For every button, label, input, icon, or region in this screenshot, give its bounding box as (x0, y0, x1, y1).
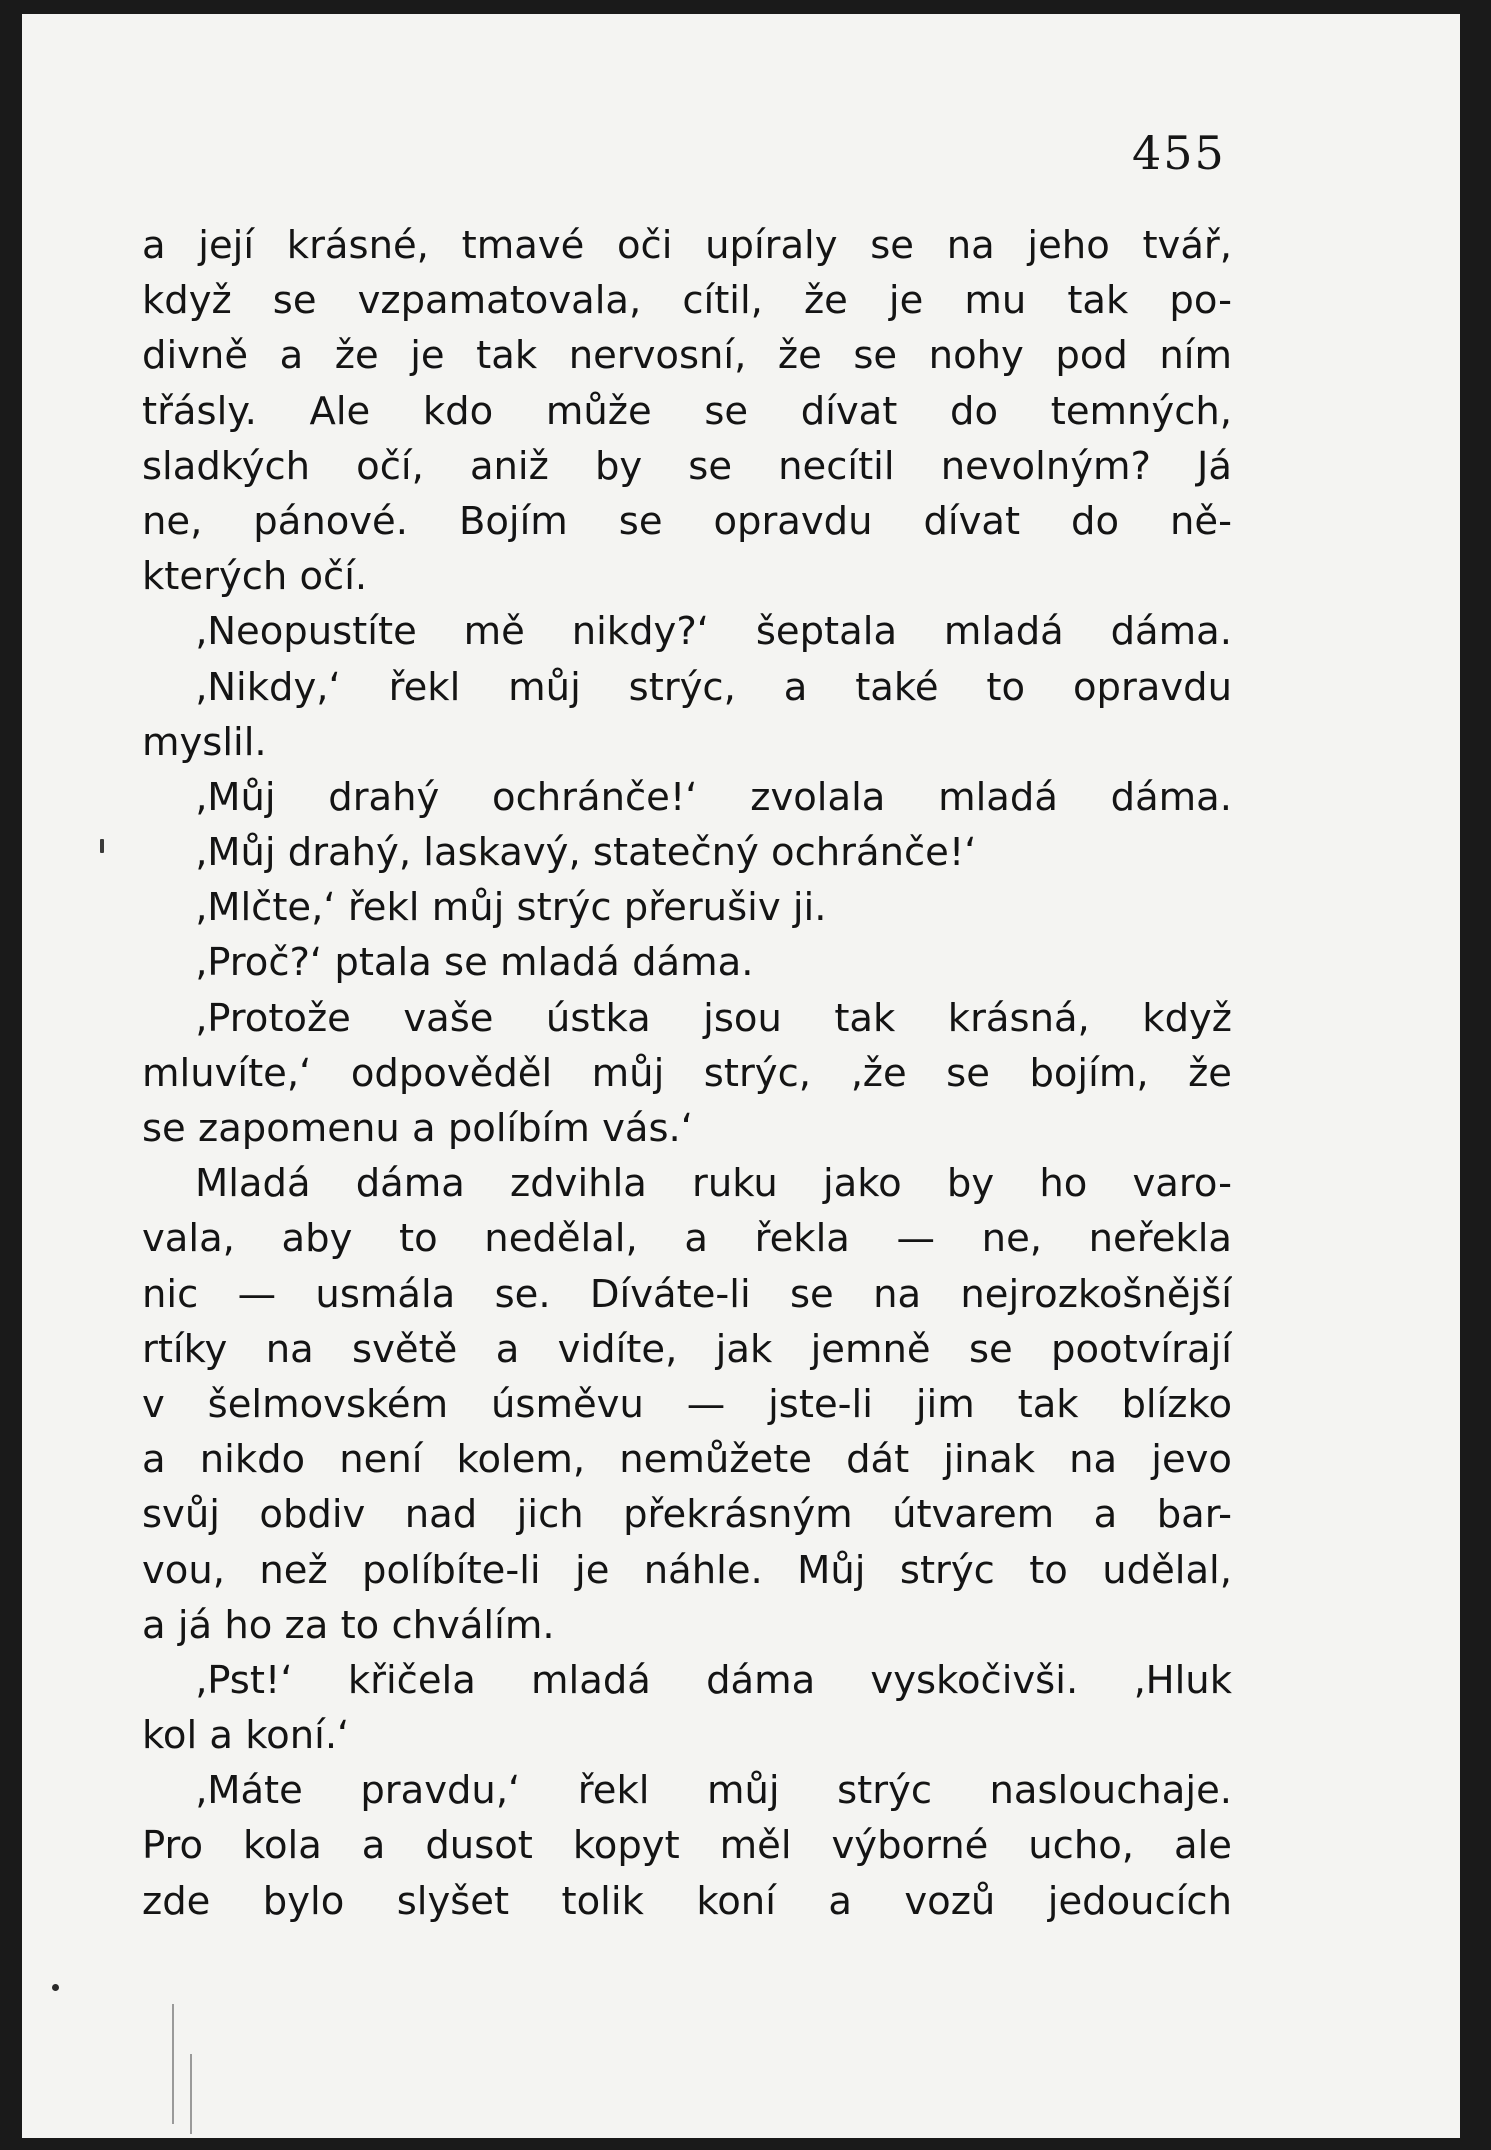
scan-speck (52, 1984, 59, 1991)
text-line-25: vou, než políbíte-li je náhle. Můj strýc to udělal, (142, 1547, 1232, 1593)
text-line-8: ‚Neopustíte mě nikdy?‘ šeptala mladá dáma. (195, 609, 1232, 655)
text-line-11: ‚Můj drahý ochránče!‘ zvolala mladá dáma. (195, 774, 1232, 820)
text-line-3: divně a že je tak nervosní, že se nohy pod ním (142, 333, 1232, 379)
text-line-29: ‚Máte pravdu,‘ řekl můj strýc naslouchaje. (195, 1768, 1232, 1814)
text-line-16: mluvíte,‘ odpověděl můj strýc, ‚že se bojím, že (142, 1050, 1232, 1096)
text-line-13: ‚Mlčte,‘ řekl můj strýc přerušiv ji. (195, 885, 827, 931)
text-line-6: ne, pánové. Bojím se opravdu dívat do ně- (142, 498, 1232, 544)
text-line-4: třásly. Ale kdo může se dívat do temných, (142, 388, 1232, 434)
scan-mark (100, 839, 104, 853)
text-line-24: svůj obdiv nad jich překrásným útvarem a bar- (142, 1492, 1232, 1538)
text-line-27: ‚Pst!‘ křičela mladá dáma vyskočivši. ‚Hluk (195, 1657, 1232, 1703)
text-line-2: když se vzpamatovala, cítil, že je mu tak po- (142, 278, 1232, 324)
text-line-1: a její krásné, tmavé oči upíraly se na jeho tvář, (142, 223, 1232, 268)
text-line-18: Mladá dáma zdvihla ruku jako by ho varo- (195, 1161, 1232, 1207)
text-line-7: kterých očí. (142, 554, 368, 600)
text-line-15: ‚Protože vaše ústka jsou tak krásná, když (195, 995, 1232, 1041)
text-line-21: rtíky na světě a vidíte, jak jemně se pootvírají (142, 1326, 1232, 1372)
scan-scratch (190, 2054, 192, 2134)
text-line-9: ‚Nikdy,‘ řekl můj strýc, a také to opravdu (195, 664, 1232, 710)
text-line-23: a nikdo není kolem, nemůžete dát jinak na jevo (142, 1437, 1232, 1483)
text-line-19: vala, aby to nedělal, a řekla — ne, neřekla (142, 1216, 1232, 1262)
body-text (142, 218, 1232, 1929)
scan-scratch (172, 2004, 174, 2124)
text-line-12: ‚Můj drahý, laskavý, statečný ochránče!‘ (195, 830, 977, 876)
text-line-30: Pro kola a dusot kopyt měl výborné ucho, ale (142, 1823, 1232, 1869)
text-line-31: zde bylo slyšet tolik koní a vozů jedoucích (142, 1878, 1232, 1924)
text-line-17: se zapomenu a políbím vás.‘ (142, 1106, 694, 1151)
page-number: 455 (1132, 126, 1226, 180)
text-line-14: ‚Proč?‘ ptala se mladá dáma. (195, 940, 754, 986)
text-line-26: a já ho za to chválím. (142, 1602, 555, 1648)
text-line-10: myslil. (142, 719, 267, 765)
text-line-28: kol a koní.‘ (142, 1713, 350, 1759)
text-line-5: sladkých očí, aniž by se necítil nevolným? Já (142, 443, 1232, 489)
text-line-22: v šelmovském úsměvu — jste-li jim tak blízko (142, 1381, 1232, 1427)
book-page (22, 14, 1460, 2138)
text-line-20: nic — usmála se. Díváte-li se na nejrozkošnější (142, 1271, 1232, 1317)
